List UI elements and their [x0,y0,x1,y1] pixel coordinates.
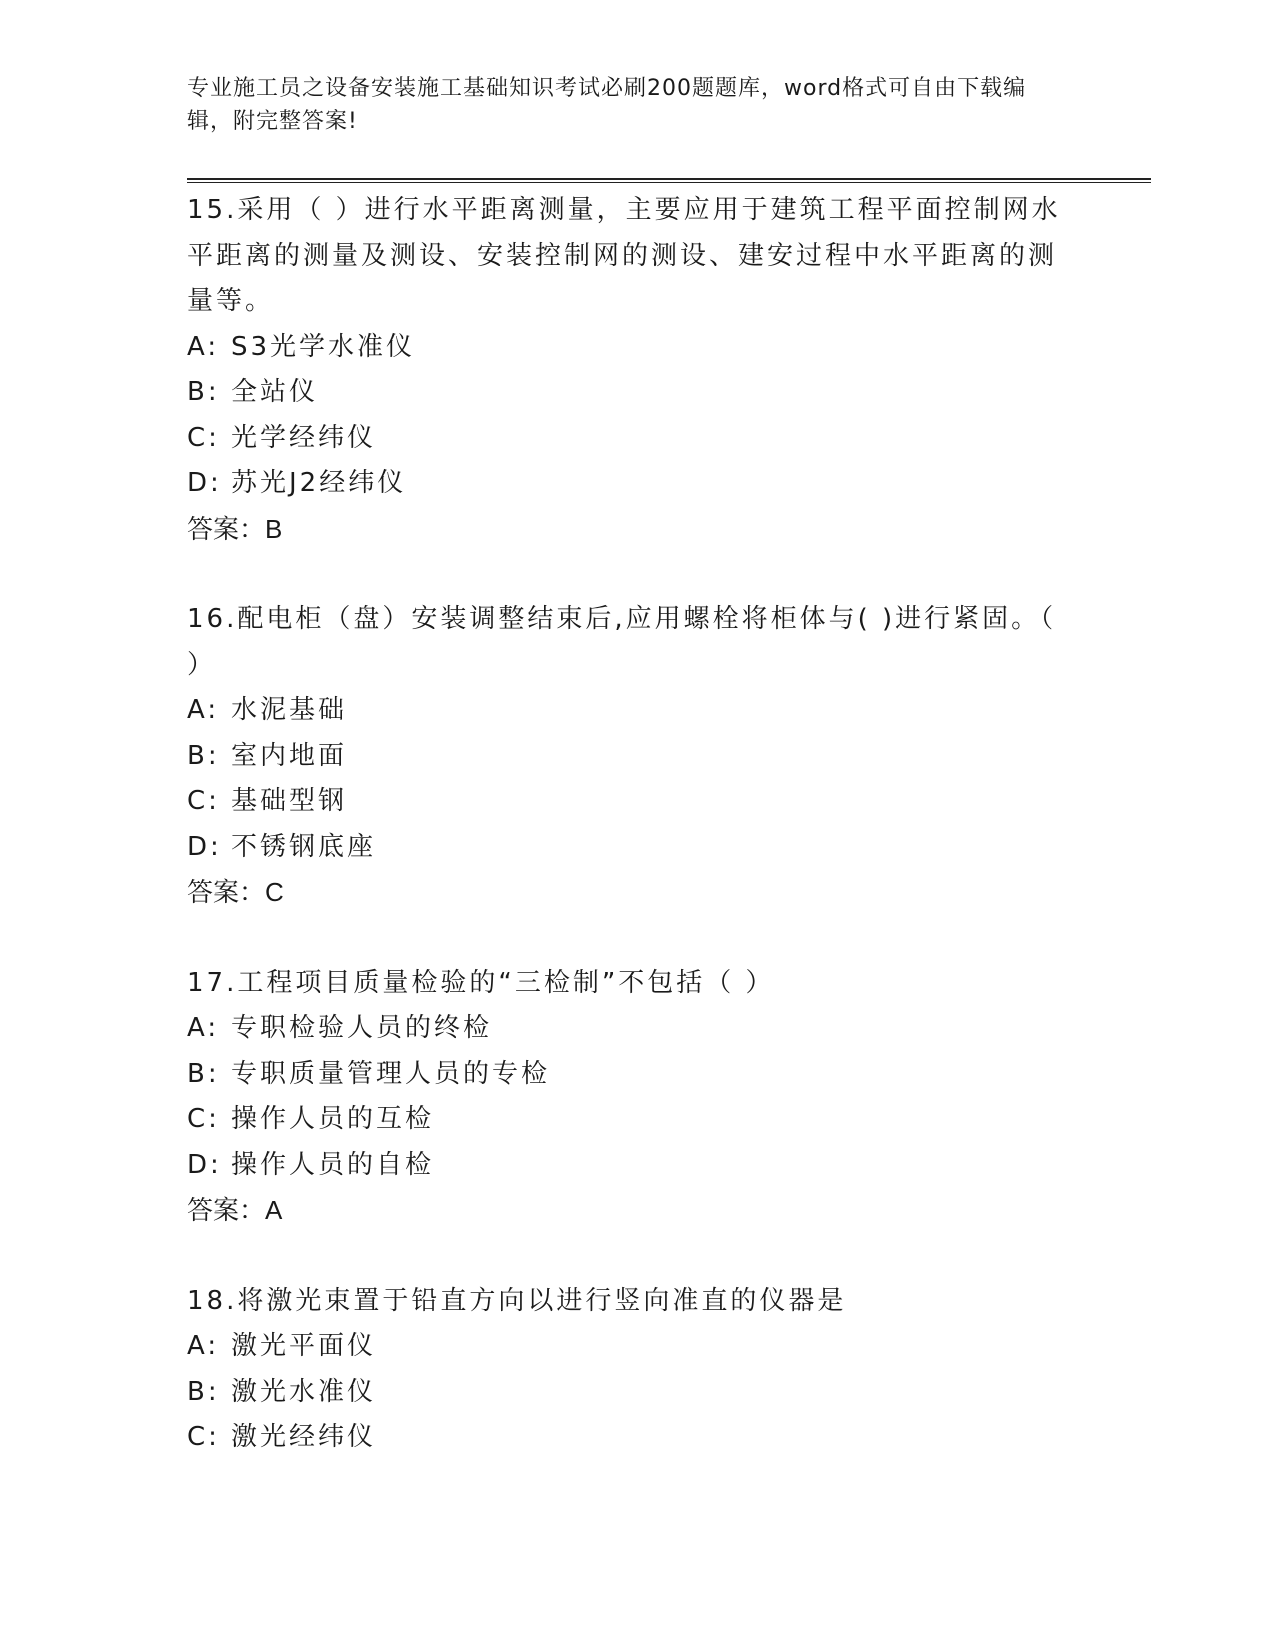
option-text: 激光经纬仪 [231,1422,377,1452]
option-c [187,1415,1067,1461]
option-letter: D: [187,468,222,498]
option-text: 不锈钢底座 [231,831,377,862]
option-c [187,416,1067,462]
option-b [187,734,1067,780]
option-text: 室内地面 [231,740,348,771]
option-letter: B: [187,1376,220,1407]
question-stem: 16.配电柜（盘）安装调整结束后,应用螺栓将柜体与( )进行紧固。（ ） [187,604,1057,680]
option-b [187,1370,1067,1416]
option-c [187,779,1067,825]
option-letter: A: [187,331,220,362]
option-text: 基础型钢 [231,786,348,816]
option-b [187,370,1067,416]
header-divider-thin [187,182,1151,183]
page-header-title: 专业施工员之设备安装施工基础知识考试必刷200题题库，word格式可自由下载编辑，附完整答案! [187,76,1027,134]
option-letter: D: [187,1149,222,1180]
answer-line: 答案：B [187,513,283,544]
option-text: 操作人员的互检 [231,1104,435,1134]
option-text: 苏光J2经纬仪 [231,468,407,498]
option-letter: A: [187,1013,220,1043]
option-text: S3光学水准仪 [231,331,416,362]
option-text: 全站仪 [231,377,319,407]
option-letter: A: [187,1331,220,1361]
answer-line: 答案：C [187,877,284,907]
question-stem: 17.工程项目质量检验的“三检制”不包括（ ） [187,967,775,998]
option-a [187,1324,1067,1370]
option-text: 水泥基础 [231,695,348,725]
header-divider-thick [187,178,1151,180]
option-letter: B: [187,1058,220,1089]
option-letter: B: [187,377,220,407]
question-list [187,188,1067,1461]
option-a [187,688,1067,734]
option-letter: B: [187,740,220,771]
question-15 [187,188,1067,552]
option-text: 专职质量管理人员的专检 [231,1058,551,1089]
option-d [187,1143,1067,1189]
option-letter: D: [187,831,222,862]
option-letter: C: [187,1422,220,1452]
answer-line: 答案：A [187,1195,283,1225]
question-18 [187,1279,1067,1461]
option-c [187,1097,1067,1143]
question-stem: 15.采用（ ）进行水平距离测量，主要应用于建筑工程平面控制网水平距离的测量及测设、安装控制网的测设、建安过程中水平距离的测量等。 [187,195,1061,316]
question-17 [187,961,1067,1234]
option-a [187,325,1067,371]
option-letter: C: [187,786,220,816]
option-text: 激光水准仪 [231,1376,377,1407]
option-d [187,461,1067,507]
option-letter: C: [187,422,220,453]
option-letter: A: [187,695,220,725]
option-text: 光学经纬仪 [231,422,377,453]
question-stem: 18.将激光束置于铅直方向以进行竖向准直的仪器是 [187,1285,847,1316]
option-text: 专职检验人员的终检 [231,1013,493,1043]
question-16 [187,597,1067,916]
option-d [187,825,1067,871]
option-text: 操作人员的自检 [231,1149,435,1180]
option-b [187,1052,1067,1098]
option-letter: C: [187,1104,220,1134]
option-a [187,1006,1067,1052]
option-text: 激光平面仪 [231,1331,377,1361]
